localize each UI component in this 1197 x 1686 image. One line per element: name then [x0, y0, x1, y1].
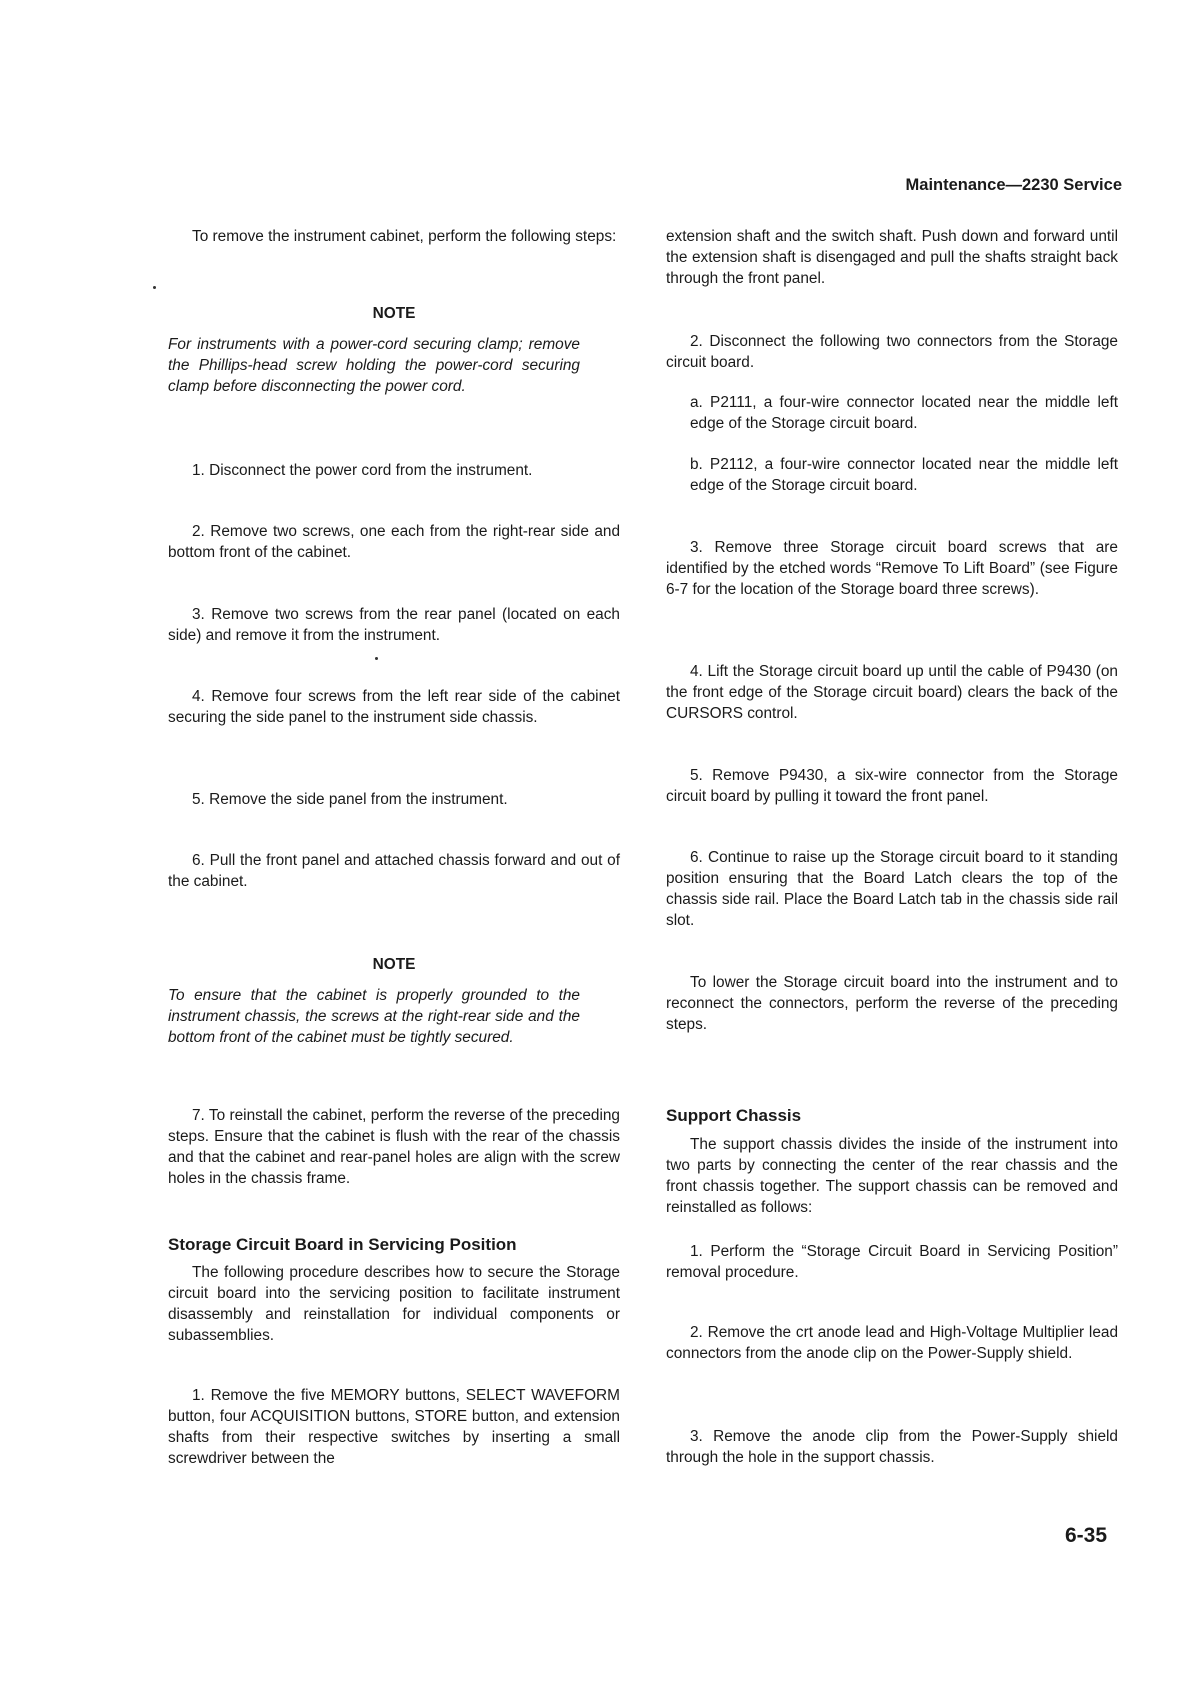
- storage-step-4: 4. Lift the Storage circuit board up until the cable of P9430 (on the front edge of the Storage circuit board) clears the back of the CURSORS control.: [666, 663, 1118, 722]
- scan-speck: [153, 286, 156, 289]
- section-intro: The following procedure describes how to secure the Storage circuit board into the servicing position to facilitate instrument disassembly and reinstallation for individual components or subassemblies.: [168, 1264, 620, 1344]
- scan-speck: [375, 657, 378, 660]
- storage-step-6: 6. Continue to raise up the Storage circuit board to it standing position ensuring that the Board Latch clears the top of the chassis side rail. Place the Board Latch tab in the chassis side rail slot.: [666, 849, 1118, 929]
- cabinet-step-4: 4. Remove four screws from the left rear side of the cabinet securing the side panel to the instrument side chassis.: [168, 688, 620, 726]
- storage-step-5: 5. Remove P9430, a six-wire connector from the Storage circuit board by pulling it toward the front panel.: [666, 767, 1118, 805]
- storage-step-2a: a. P2111, a four-wire connector located near the middle left edge of the Storage circuit board.: [690, 394, 1118, 432]
- section-title: Support Chassis: [666, 1106, 802, 1125]
- storage-step-2: 2. Disconnect the following two connectors from the Storage circuit board.: [666, 333, 1118, 371]
- cabinet-step-3: 3. Remove two screws from the rear panel (located on each side) and remove it from the instrument.: [168, 606, 620, 644]
- note-heading: NOTE: [372, 956, 416, 973]
- cabinet-step-1: 1. Disconnect the power cord from the instrument.: [192, 462, 533, 479]
- storage-step-2b: b. P2112, a four-wire connector located near the middle left edge of the Storage circuit board.: [690, 456, 1118, 494]
- cabinet-step-7: 7. To reinstall the cabinet, perform the reverse of the preceding steps. Ensure that the cabinet is flush with the rear of the chassis and that the cabinet and rear-panel holes are align with the screw holes in the chassis frame.: [168, 1107, 620, 1187]
- intro-paragraph: To remove the instrument cabinet, perform the following steps:: [192, 228, 617, 245]
- chassis-step-3: 3. Remove the anode clip from the Power-Supply shield through the hole in the support chassis.: [666, 1428, 1118, 1466]
- chassis-step-1: 1. Perform the “Storage Circuit Board in Servicing Position” removal procedure.: [666, 1243, 1118, 1281]
- note-heading: NOTE: [372, 305, 416, 322]
- continued-paragraph: extension shaft and the switch shaft. Push down and forward until the extension shaft is disengaged and pull the shafts straight back through the front panel.: [666, 228, 1118, 287]
- chassis-step-2: 2. Remove the crt anode lead and High-Voltage Multiplier lead connectors from the anode clip on the Power-Supply shield.: [666, 1324, 1118, 1362]
- storage-step-1: 1. Remove the five MEMORY buttons, SELECT WAVEFORM button, four ACQUISITION buttons, STORE button, and extension shafts from their respective switches by inserting a small screwdriver between the: [168, 1387, 620, 1467]
- storage-step-3: 3. Remove three Storage circuit board screws that are identified by the etched words “Remove To Lift Board” (see Figure 6-7 for the location of the Storage board three screws).: [666, 539, 1118, 598]
- cabinet-step-5: 5. Remove the side panel from the instrument.: [192, 791, 508, 808]
- page-number: 6-35: [1064, 1524, 1107, 1547]
- lower-paragraph: To lower the Storage circuit board into the instrument and to reconnect the connectors, perform the reverse of the preceding steps.: [666, 974, 1118, 1033]
- running-header: Maintenance—2230 Service: [905, 176, 1122, 194]
- note-body: For instruments with a power-cord securing clamp; remove the Phillips-head screw holding the power-cord securing clamp before disconnecting the power cord.: [168, 336, 580, 395]
- section-title: Storage Circuit Board in Servicing Position: [168, 1235, 517, 1254]
- cabinet-step-2: 2. Remove two screws, one each from the right-rear side and bottom front of the cabinet.: [168, 523, 620, 561]
- cabinet-step-6: 6. Pull the front panel and attached chassis forward and out of the cabinet.: [168, 852, 620, 890]
- note-body: To ensure that the cabinet is properly grounded to the instrument chassis, the screws at the right-rear side and the bottom front of the cabinet must be tightly secured.: [168, 987, 580, 1046]
- section-intro: The support chassis divides the inside of the instrument into two parts by connecting the center of the rear chassis and the front chassis together. The support chassis can be removed and reinstalled as follows:: [666, 1136, 1118, 1216]
